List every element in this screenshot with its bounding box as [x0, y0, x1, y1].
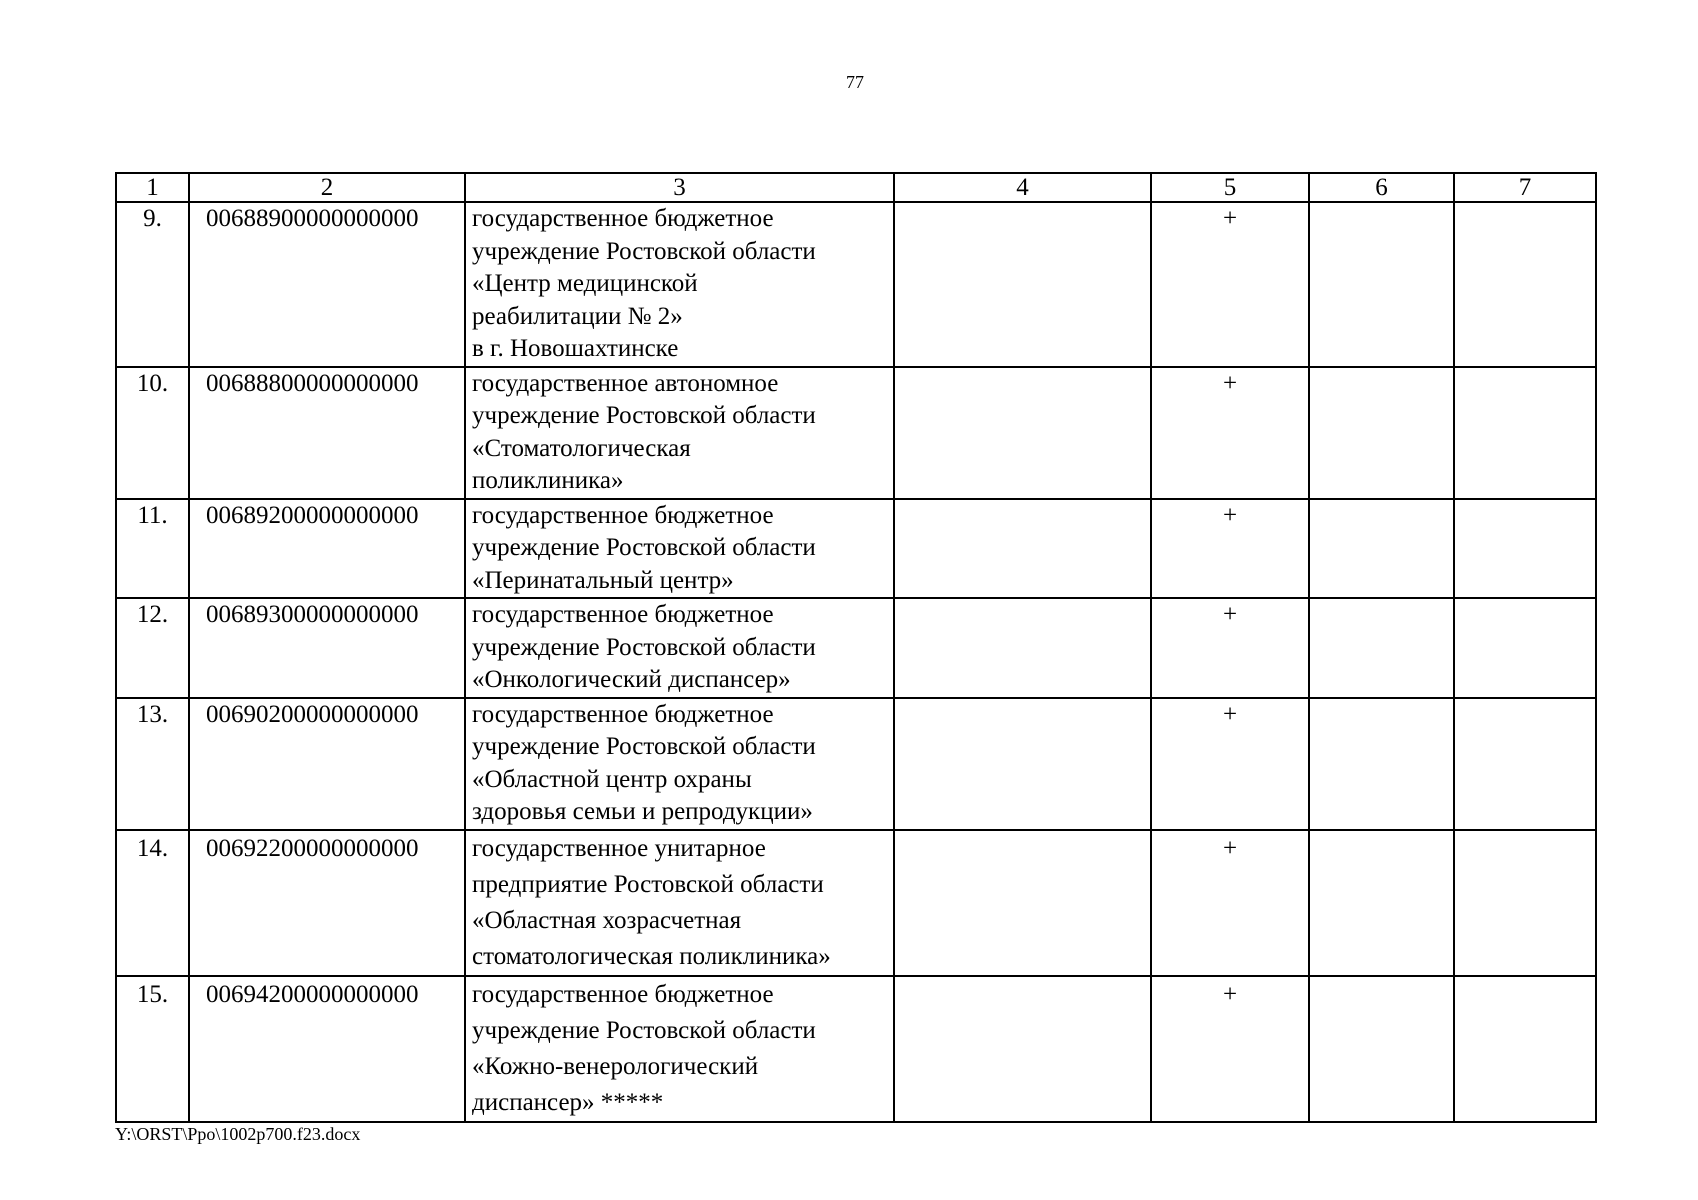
row-col-7 [1454, 367, 1596, 499]
row-code: 00688800000000000 [189, 367, 465, 499]
name-line: учреждение Ростовской области [472, 1016, 816, 1044]
row-number: 9. [116, 202, 189, 367]
name-line: в г. Новошахтинске [472, 335, 679, 362]
row-col-4 [894, 367, 1151, 499]
row-code: 00689300000000000 [189, 598, 465, 698]
name-line: учреждение Ростовской области [472, 237, 816, 265]
row-code: 00690200000000000 [189, 698, 465, 830]
name-line: учреждение Ростовской области [472, 534, 816, 561]
name-line: здоровья семьи и репродукции» [472, 798, 813, 825]
row-col-6 [1309, 367, 1454, 499]
row-col-7 [1454, 976, 1596, 1122]
name-line: «Онкологический диспансер» [472, 666, 791, 693]
row-col-4 [894, 976, 1151, 1122]
name-line: «Центр медицинской [472, 270, 698, 297]
table-row [116, 367, 1596, 499]
name-line: государственное бюджетное [472, 501, 774, 529]
table-row [116, 976, 1596, 1122]
row-col-4 [894, 598, 1151, 698]
row-institution-name [465, 698, 894, 830]
row-col-7 [1454, 698, 1596, 830]
row-institution-name [465, 202, 894, 367]
row-number: 13. [116, 698, 189, 830]
row-number: 14. [116, 830, 189, 976]
footer-file-path: Y:\ORST\Ppo\1002p700.f23.docx [115, 1124, 361, 1144]
table-row [116, 499, 1596, 599]
row-col-5-mark: + [1151, 598, 1309, 698]
row-col-5-mark: + [1151, 976, 1309, 1122]
table-row [116, 698, 1596, 830]
row-col-6 [1309, 598, 1454, 698]
row-number: 11. [116, 499, 189, 599]
header-col-1: 1 [116, 173, 189, 202]
name-line: государственное автономное [472, 369, 779, 397]
row-col-5-mark: + [1151, 367, 1309, 499]
row-code: 00692200000000000 [189, 830, 465, 976]
row-code: 00689200000000000 [189, 499, 465, 599]
row-col-7 [1454, 830, 1596, 976]
row-col-6 [1309, 830, 1454, 976]
row-col-6 [1309, 499, 1454, 599]
row-number: 12. [116, 598, 189, 698]
row-col-6 [1309, 976, 1454, 1122]
table-row [116, 830, 1596, 976]
header-col-5: 5 [1151, 173, 1309, 202]
row-col-6 [1309, 698, 1454, 830]
row-code: 00694200000000000 [189, 976, 465, 1122]
header-col-7: 7 [1454, 173, 1596, 202]
row-institution-name [465, 499, 894, 599]
row-code: 00688900000000000 [189, 202, 465, 367]
name-line: реабилитации № 2» [472, 302, 683, 330]
name-line: «Областная хозрасчетная [472, 906, 742, 934]
name-line: предприятие Ростовской области [472, 870, 824, 898]
header-col-2: 2 [189, 173, 465, 202]
row-number: 15. [116, 976, 189, 1122]
name-line: государственное бюджетное [472, 601, 774, 628]
table-row [116, 598, 1596, 698]
name-line: учреждение Ростовской области [472, 733, 816, 760]
row-col-6 [1309, 202, 1454, 367]
row-col-4 [894, 830, 1151, 976]
name-line: учреждение Ростовской области [472, 402, 816, 429]
table-header-row [116, 173, 1596, 202]
header-col-3: 3 [465, 173, 894, 202]
row-col-5-mark: + [1151, 698, 1309, 830]
row-col-5-mark: + [1151, 830, 1309, 976]
page-number: 77 [846, 72, 864, 92]
name-line: стоматологическая поликлиника» [472, 942, 831, 970]
name-line: «Кожно-венерологический [472, 1052, 759, 1080]
header-col-4: 4 [894, 173, 1151, 202]
name-line: учреждение Ростовской области [472, 633, 816, 661]
row-institution-name [465, 830, 894, 976]
row-col-4 [894, 499, 1151, 599]
table-row [116, 202, 1596, 367]
name-line: «Перинатальный центр» [472, 566, 734, 594]
name-line: государственное бюджетное [472, 205, 774, 232]
row-col-7 [1454, 598, 1596, 698]
row-col-4 [894, 202, 1151, 367]
row-institution-name [465, 367, 894, 499]
name-line: государственное бюджетное [472, 980, 774, 1008]
name-line: государственное унитарное [472, 834, 766, 862]
row-col-7 [1454, 499, 1596, 599]
institutions-table [115, 172, 1597, 1123]
name-line: государственное бюджетное [472, 700, 774, 728]
row-col-7 [1454, 202, 1596, 367]
name-line: диспансер» ***** [472, 1088, 664, 1116]
name-line: «Областной центр охраны [472, 765, 752, 793]
name-line: «Стоматологическая [472, 434, 691, 462]
row-col-4 [894, 698, 1151, 830]
row-institution-name [465, 976, 894, 1122]
name-line: поликлиника» [472, 467, 624, 494]
row-col-5-mark: + [1151, 202, 1309, 367]
row-institution-name [465, 598, 894, 698]
row-number: 10. [116, 367, 189, 499]
header-col-6: 6 [1309, 173, 1454, 202]
row-col-5-mark: + [1151, 499, 1309, 599]
